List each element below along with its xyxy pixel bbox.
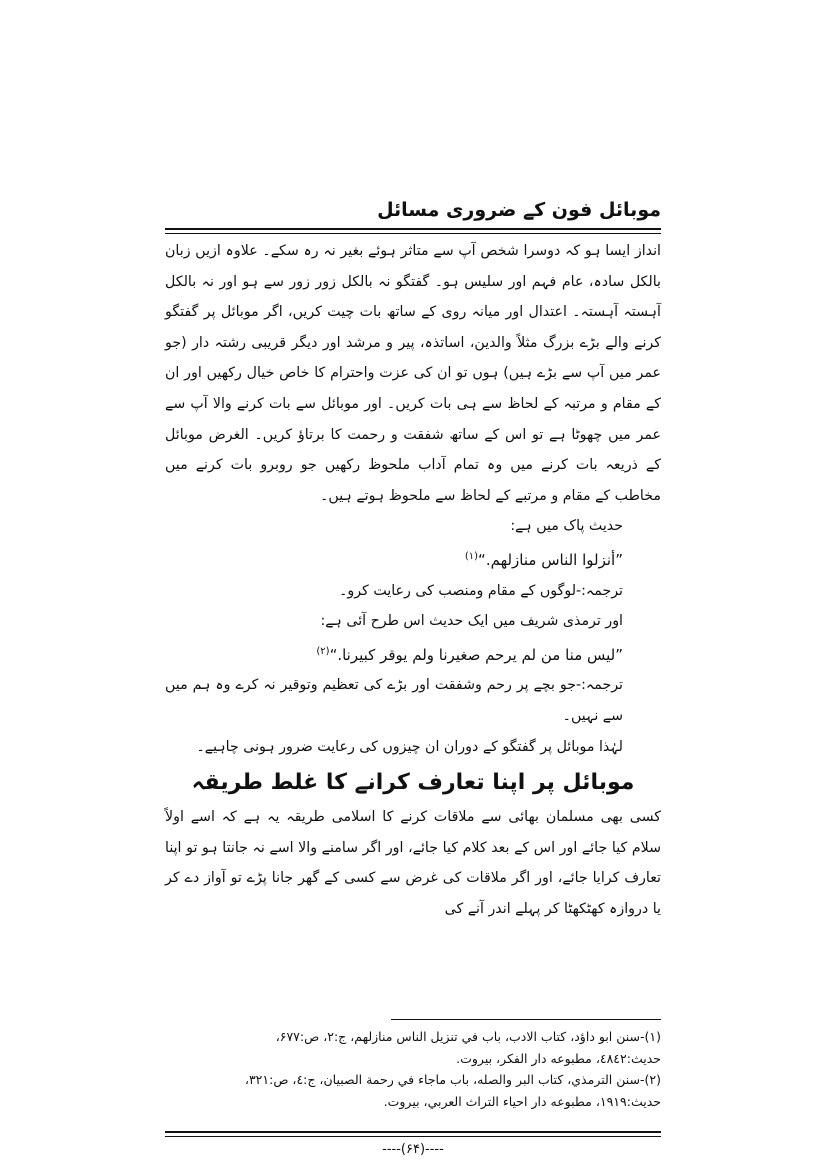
- footnote-separator: [391, 1019, 661, 1020]
- footnotes: [165, 1026, 661, 1112]
- hadith-2-text: ”ليس منا من لم يرحم صغيرنا ولم يوقر كبيرنا.“: [329, 645, 623, 664]
- footnote-ref-1: (۱): [464, 550, 479, 562]
- main-body: [165, 236, 661, 924]
- footnote-1-line-1: (۱)-سنن ابو داؤد، كتاب الادب، باب في تنزيل الناس منازلهم، ج:۲، ص:۶۷۷،: [275, 1029, 661, 1044]
- hadith-2-intro: اور ترمذی شریف میں ایک حدیث اس طرح آئی ہے:: [320, 613, 623, 630]
- body-paragraph-2: کسی بھی مسلمان بھائی سے ملاقات کرنے کا اسلامی طریقہ یہ ہے کہ اسے اولاً سلام کیا جائے اور اس کے بعد کلام کیا جائے، اور اگر سامنے والا اسے نہ جانتا ہو تو اپنا تعارف کرایا جائے، اور اگر ملاقات کی غرض سے کسی کے گھر جانا پڑے تو آواز دے کر یا دروازہ کھٹکھٹا کر پہلے اندر آنے کی: [165, 809, 661, 917]
- footnote-1-line-2: حديث:٤٨٤٢، مطبوعه دار الفكر، بيروت.: [456, 1050, 661, 1066]
- hadith-1-translation: ترجمہ:-لوگوں کے مقام ومنصب کی رعایت کرو۔: [339, 582, 623, 599]
- footnote-2-line-1: (۲)-سنن الترمذي، كتاب البر والصله، باب ماجاء في رحمة الصبيان، ج:٤، ص:۳۲۱،: [244, 1072, 661, 1087]
- hadith-1-intro: حدیث پاک میں ہے:: [510, 518, 623, 535]
- page-number: ----(۶۴)----: [382, 1142, 444, 1157]
- footnote-ref-2: (۲): [316, 645, 330, 657]
- hadith-1-arabic: [165, 542, 623, 576]
- hadith-2-arabic: [165, 637, 623, 671]
- hadith-1-text: ”أنزلوا الناس منازلهم.“: [478, 550, 623, 569]
- header-rule-thick: [165, 228, 661, 230]
- section-heading: موبائل پر اپنا تعارف کرانے کا غلط طریقہ: [191, 770, 635, 796]
- running-header: موبائل فون کے ضروری مسائل: [377, 199, 661, 221]
- footer-rule-thin: [165, 1136, 661, 1137]
- header-rule-thin: [165, 233, 661, 234]
- body-paragraph-1: انداز ایسا ہو کہ دوسرا شخص آپ سے متاثر ہوئے بغیر نہ رہ سکے۔ علاوہ ازیں زبان بالکل سادہ، عام فہم اور سلیس ہو۔ گفتگو نہ بالکل زور زور سے ہو اور نہ بالکل آہستہ آہستہ۔ اعتدال اور میانہ روی کے ساتھ بات چیت کریں، اگر موبائل پر گفتگو کرنے والے بڑے بزرگ مثلاً والدین، اساتذہ، پیر و مرشد اور دیگر قریبی رشتہ دار (جو عمر میں آپ سے بڑے ہیں) ہوں تو ان کی عزت واحترام کا خاص خیال رکھیں اور ان کے مقام و مرتبہ کے لحاظ سے ہی بات کریں۔ اور موبائل سے بات کرنے والا آپ سے عمر میں چھوٹا ہے تو اس کے ساتھ شفقت و رحمت کا برتاؤ کریں۔ الغرض موبائل کے ذریعہ بات کرنے میں وہ تمام آداب ملحوظ رکھیں جو روبرو بات کرنے میں مخاطب کے مقام و مرتبے کے لحاظ سے ملحوظ ہوتے ہیں۔: [165, 243, 661, 504]
- hadith-2-translation: ترجمہ:-جو بچے پر رحم وشفقت اور بڑے کی تعظیم وتوقیر نہ کرے وہ ہم میں سے نہیں۔: [165, 677, 623, 724]
- footer-rule-thick: [165, 1131, 661, 1133]
- conclusion-line: لہٰذا موبائل پر گفتگو کے دوران ان چیزوں کی رعایت ضرور ہونی چاہیے۔: [196, 738, 623, 755]
- footnote-2-line-2: حديث:۱۹۱۹، مطبوعه دار احياء التراث العربي، بيروت.: [383, 1093, 661, 1109]
